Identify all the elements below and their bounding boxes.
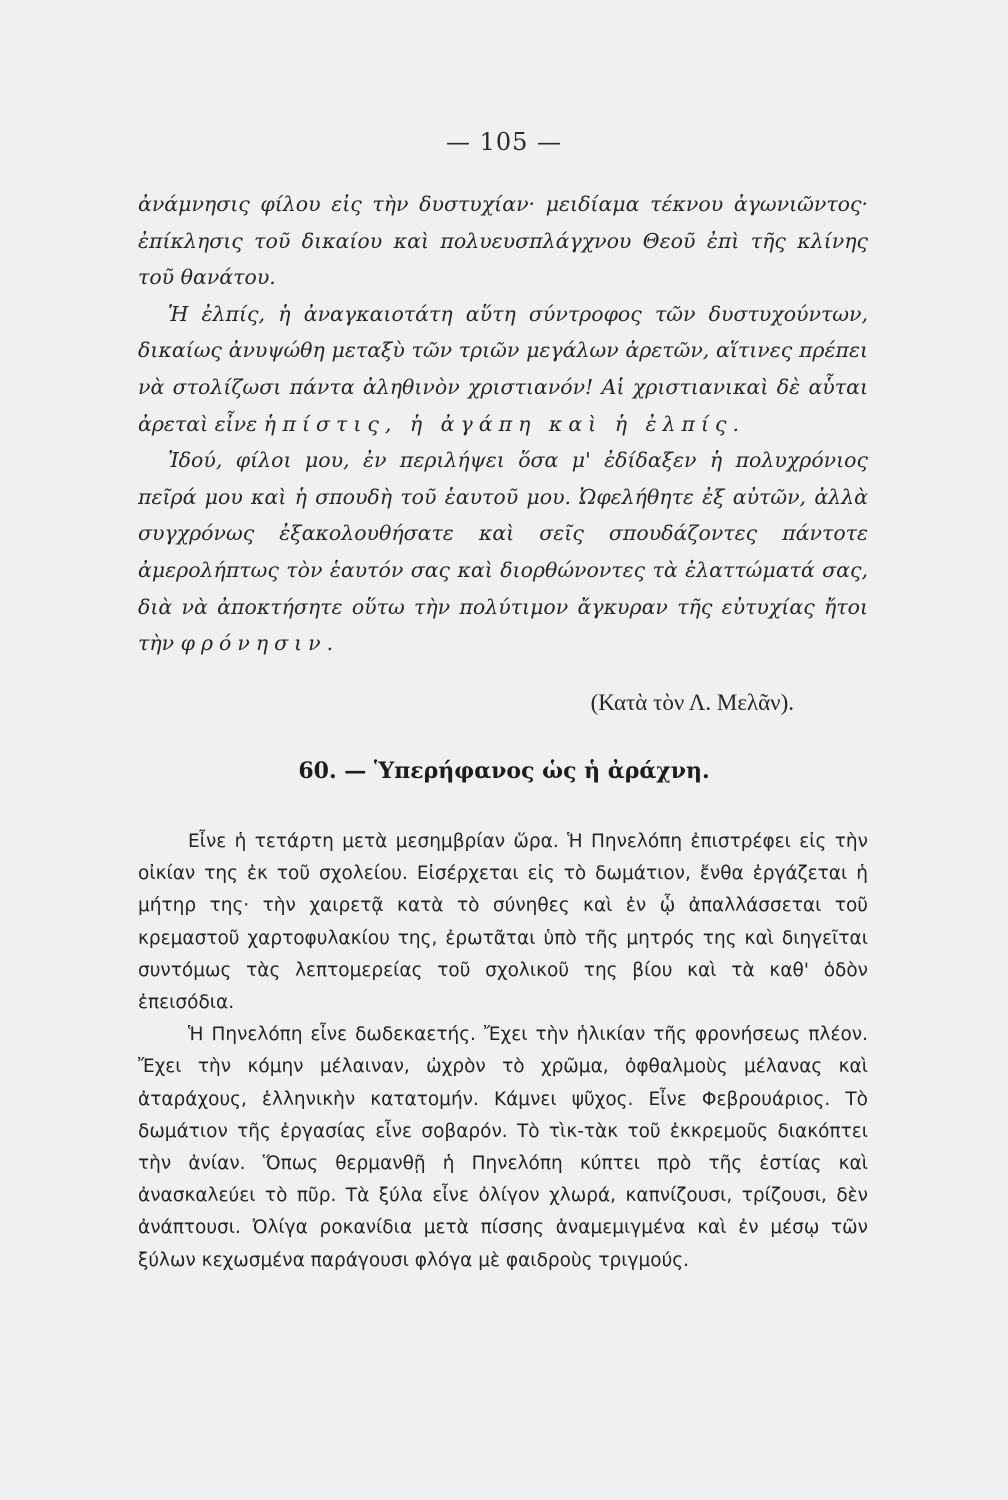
attribution: (Κατὰ τὸν Λ. Μελᾶν). — [590, 690, 794, 715]
paragraph-hope-text: Ἡ ἐλπίς, ἡ ἀναγκαιοτάτη αὕτη σύντροφος τῶν δυστυχούντων, δικαίως ἀνυψώθη μεταξὺ τῶν τριῶν μεγάλων ἀρετῶν, αἵτινες πρέπει νὰ στολίζωσι πάντα ἀληθινὸν χριστιανόν! Αἱ χριστιανικαὶ δὲ αὗται ἀρεταὶ εἶνε ἡ — [138, 301, 868, 436]
paragraph-penelope-description: Ἡ Πηνελόπη εἶνε δωδεκαετής. Ἔχει τὴν ἡλικίαν τῆς φρονήσεως πλέον. Ἔχει τὴν κόμην μέλαιναν, ὠχρὸν τὸ χρῶμα, ὀφθαλμοὺς μέλανας καὶ ἀταράχους, ἑλληνικὴν κατατομήν. Κάμνει ψῦχος. Εἶνε Φεβρουάριος. Τὸ δωμάτιον τῆς ἐργασίας εἶνε σοβαρόν. Τὸ τὶκ-τὰκ τοῦ ἐκκρεμοῦς διακόπτει τὴν ἀνίαν. Ὅπως θερμανθῇ ἡ Πηνελόπη κύπτει πρὸ τῆς ἑστίας καὶ ἀνασκαλεύει τὸ πῦρ. Τὰ ξύλα εἶνε ὀλίγον χλωρά, καπνίζουσι, τρίζουσι, δὲν ἀνάπτουσι. Ὀλίγα ροκανίδια μετὰ πίσσης ἀναμεμιγμένα καὶ ἐν μέσῳ τῶν ξύλων κεχωσμένα παράγουσι φλόγα μὲ φαιδροὺς τριγμούς. — [138, 1024, 868, 1271]
paragraph-advice-text: Ἰδού, φίλοι μου, ἐν περιλήψει ὅσα μ' ἐδίδαξεν ἡ πολυχρόνιος πεῖρά μου καὶ ἡ σπουδὴ τοῦ ἑαυτοῦ μου. Ὠφελήθητε ἐξ αὐτῶν, ἀλλὰ συγχρόνως ἐξακολουθήσατε καὶ σεῖς σπουδάζοντες πάντοτε ἀμερολήπτως τὸν ἑαυτόν σας καὶ διορθώνοντες τὰ ἐλαττώματά σας, διὰ νὰ ἀποκτήσητε οὕτω τὴν πολύτιμον ἄγκυραν τῆς εὐτυχίας ἤτοι τὴν — [138, 448, 868, 656]
section-one-text — [138, 186, 868, 662]
prudence-spaced-text: φρόνησιν. — [180, 631, 340, 656]
page-number: — 105 — — [445, 128, 563, 156]
section-two-text — [138, 826, 868, 1277]
paragraph-penelope-returns: Εἶνε ἡ τετάρτη μετὰ μεσημβρίαν ὥρα. Ἡ Πηνελόπη ἐπιστρέφει εἰς τὴν οἰκίαν της ἐκ τοῦ σχολείου. Εἰσέρχεται εἰς τὸ δωμάτιον, ἔνθα ἐργάζεται ἡ μήτηρ της· τὴν χαιρετᾷ κατὰ τὸ σύνηθες καὶ ἐν ᾧ ἀπαλλάσσεται τοῦ κρεμαστοῦ χαρτοφυλακίου της, ἐρωτᾶται ὑπὸ τῆς μητρός της καὶ διηγεῖται συντόμως τὰς λεπτομερείας τοῦ σχολικοῦ της βίου καὶ τὰ καθ' ὁδὸν ἐπεισόδια. — [138, 831, 868, 1014]
paragraph-memory-list: ἀνάμνησις φίλου εἰς τὴν δυστυχίαν· μειδίαμα τέκνου ἀγωνιῶντος· ἐπίκλησις τοῦ δικαίου καὶ πολυευσπλάγχνου Θεοῦ ἐπὶ τῆς κλίνης τοῦ θανάτου. — [138, 192, 868, 290]
section-heading: 60. — Ὑπερήφανος ὡς ἡ ἀράχνη. — [298, 758, 710, 784]
virtues-spaced-text: πίστις, ἡ ἀγάπη καὶ ἡ ἐλπίς. — [282, 411, 746, 436]
paragraph-hope — [138, 296, 868, 442]
paragraph-advice — [138, 442, 868, 662]
